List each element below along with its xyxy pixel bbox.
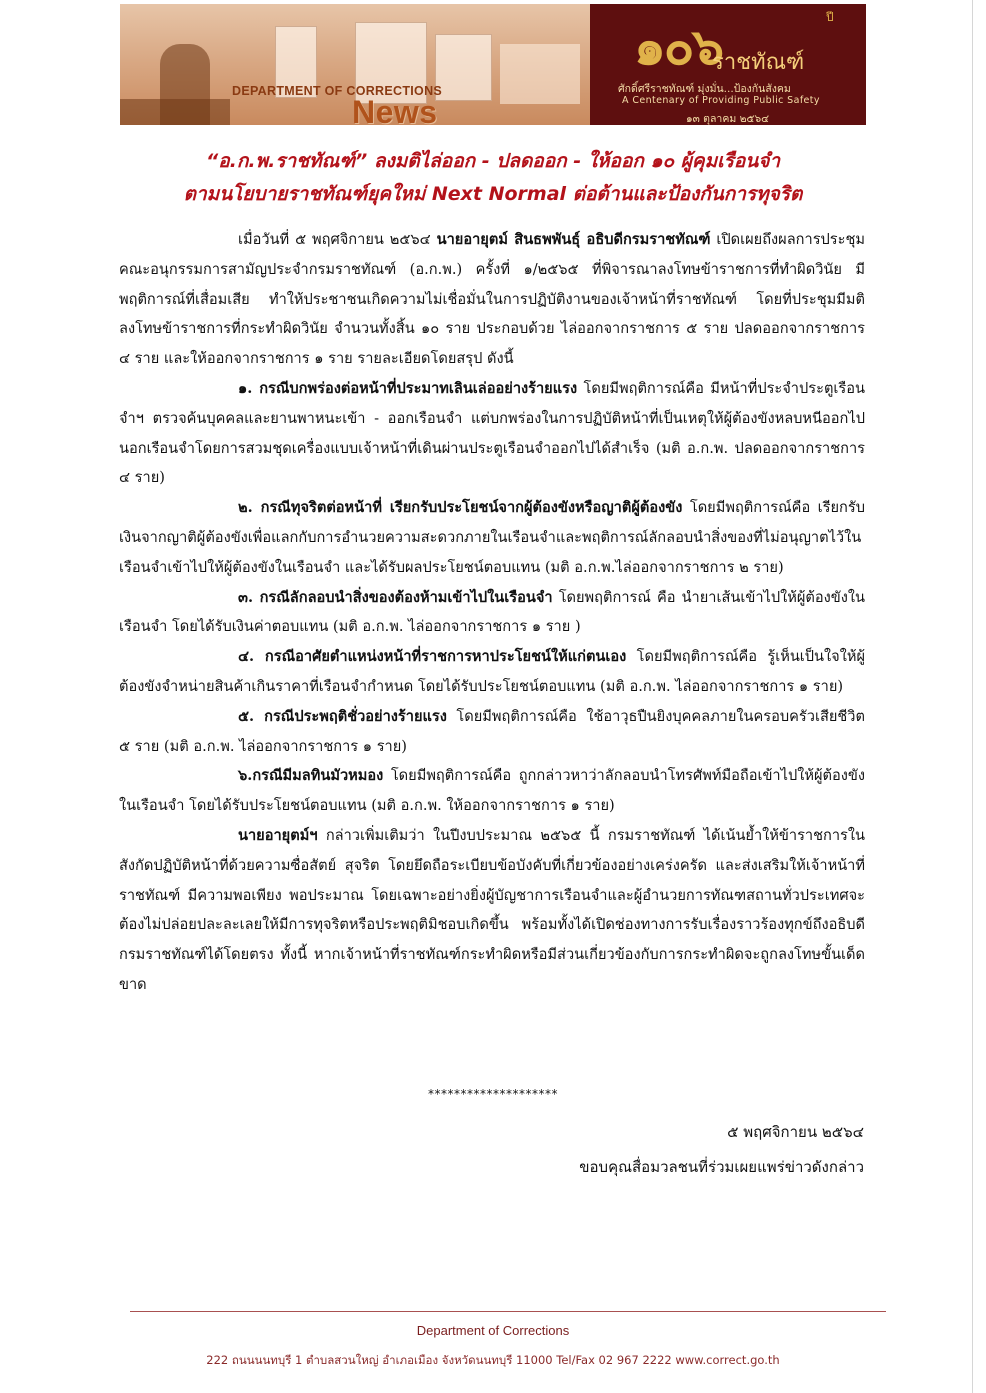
case-1-text: โดยมีพฤติการณ์คือ มีหน้าที่ประจำประตูเรือนจำฯ ตรวจค้นบุคคลและยานพาหนะเข้า - ออกเรือนจำ แต่บกพร่องในการปฏิบัติหน้าที่เป็นเหตุให้ผู้ต้องขังหลบหนีออกไปนอกเรือนจำโดยการสวมชุดเครื่องแบบเจ้าหน้าที่เดินผ่านประตูเรือนจำออกไปได้สำเร็จ (มติ อ.ก.พ. ปลดออกจากราชการ ๔ ราย) [119, 379, 865, 487]
separator-stars: ******************** [428, 1087, 558, 1101]
article-body [119, 225, 865, 1000]
dept-label: DEPARTMENT OF CORRECTIONS [232, 84, 443, 98]
case-1-paragraph [119, 374, 865, 493]
news-label: News [352, 94, 438, 125]
headline-line-1: “อ.ก.พ.ราชทัณฑ์” ลงมติไล่ออก - ปลดออก - ให้ออก ๑๐ ผู้คุมเรือนจำ [205, 150, 781, 172]
case-3-heading: ๓. กรณีลักลอบนำสิ่งของต้องห้ามเข้าไปในเรือนจำ [238, 588, 553, 606]
building-shape [435, 34, 492, 101]
case-2-paragraph [119, 493, 865, 582]
anniversary-banner [590, 4, 866, 125]
case-5-paragraph [119, 702, 865, 762]
intro-paragraph [119, 225, 865, 374]
guard-post [120, 99, 230, 125]
anniversary-english: A Centenary of Providing Public Safety [622, 95, 820, 106]
building-shape [500, 44, 580, 104]
anniversary-date: ๑๓ ตุลาคม ๒๕๖๔ [686, 113, 770, 125]
closing-text: กล่าวเพิ่มเติมว่า ในปีงบประมาณ ๒๕๖๕ นี้ กรมราชทัณฑ์ ได้เน้นย้ำให้ข้าราชการในสังกัดปฏิบัติหน้าที่ด้วยความซื่อสัตย์ สุจริต โดยยึดถือระเบียบข้อบังคับที่เกี่ยวข้องอย่างเคร่งครัด และส่งเสริมให้เจ้าหน้าที่ราชทัณฑ์ มีความพอเพียง พอประมาณ โดยเฉพาะอย่างยิ่งผู้บัญชาการเรือนจำและผู้อำนวยการทัณฑสถานทั่วประเทศจะต้องไม่ปล่อยปละละเลยให้มีการทุจริตหรือประพฤติมิชอบเกิดขึ้น พร้อมทั้งได้เปิดช่องทางการรับเรื่องราวร้องทุกข์ถึงอธิบดีกรมราชทัณฑ์ได้โดยตรง ทั้งนี้ หากเจ้าหน้าที่ราชทัณฑ์กระทำผิดหรือมีส่วนเกี่ยวข้องกับการกระทำผิดจะถูกลงโทษขั้นเด็ดขาด [119, 826, 865, 993]
case-2-heading: ๒. กรณีทุจริตต่อหน้าที่ เรียกรับประโยชน์จากผู้ต้องขังหรือญาติผู้ต้องขัง [238, 499, 683, 517]
anniversary-slogan: ศักดิ์ศรีราชทัณฑ์ มุ่งมั่น...ป้องกันสังคม [618, 83, 791, 95]
case-6-heading: ๖.กรณีมีมลทินมัวหมอง [238, 767, 384, 785]
footer-address: 222 ถนนนนทบุรี 1 ตำบลสวนใหญ่ อำเภอเมือง จังหวัดนนทบุรี 11000 Tel/Fax 02 967 2222 www.correct.go.th [206, 1353, 780, 1367]
footer-org: Department of Corrections [416, 1323, 570, 1338]
case-5-text: โดยมีพฤติการณ์คือ ใช้อาวุธปืนยิงบุคคลภายในครอบครัวเสียชีวิต ๕ ราย (มติ อ.ก.พ. ไล่ออกจากราชการ ๑ ราย) [119, 707, 865, 755]
case-1-heading: ๑. กรณีบกพร่องต่อหน้าที่ประมาทเลินเล่ออย่างร้ายแรง [238, 379, 578, 397]
closing-person: นายอายุตม์ฯ [238, 826, 318, 844]
case-5-heading: ๕. กรณีประพฤติชั่วอย่างร้ายแรง [238, 707, 447, 725]
case-4-text: โดยมีพฤติการณ์คือ รู้เห็นเป็นใจให้ผู้ต้องขังจำหน่ายสินค้าเกินราคาที่เรือนจำกำหนด โดยได้รับประโยชน์ตอบแทน (มติ อ.ก.พ. ไล่ออกจากราชการ ๑ ราย) [119, 648, 866, 695]
case-4-heading: ๔. กรณีอาศัยตำแหน่งหน้าที่ราชการหาประโยชน์ให้แก่ตนเอง [238, 648, 627, 666]
case-2-text: โดยมีพฤติการณ์คือ เรียกรับเงินจากญาติผู้ต้องขังเพื่อแลกกับการอำนวยความสะดวกภายในเรือนจำและพฤติการณ์ลักลอบนำสิ่งของที่ไม่อนุญาตไว้ในเรือนจำเข้าไปให้ผู้ต้องขังในเรือนจำ และได้รับผลประโยชน์ตอบแทน (มติ อ.ก.พ.ไล่ออกจากราชการ ๒ ราย) [119, 499, 865, 576]
anniversary-org: ราชทัณฑ์ [712, 50, 805, 75]
headline-line-2: ตามนโยบายราชทัณฑ์ยุคใหม่ Next Normal ต่อต้านและป้องกันการทุจริต [183, 183, 803, 205]
case-6-text: โดยมีพฤติการณ์คือ ถูกกล่าวหาว่าลักลอบนำโทรศัพท์มือถือเข้าไปให้ผู้ต้องขังในเรือนจำ โดยได้รับประโยชน์ตอบแทน (มติ อ.ก.พ. ให้ออกจากราชการ ๑ ราย) [119, 767, 865, 815]
case-4-paragraph [119, 642, 865, 702]
intro-text-cont: เปิดเผยถึงผลการประชุมคณะอนุกรรมการสามัญประจำกรมราชทัณฑ์ (อ.ก.พ.) ครั้งที่ ๑/๒๕๖๕ ที่พิจารณาลงโทษข้าราชการที่ทำผิดวินัย มีพฤติการณ์ที่เสื่อมเสีย ทำให้ประชาชนเกิดความไม่เชื่อมั่นในการปฏิบัติงานของเจ้าหน้าที่ราชทัณฑ์ โดยที่ประชุมมีมติลงโทษข้าราชการที่กระทำผิดวินัย จำนวนทั้งสิ้น ๑๐ ราย ประกอบด้วย ไล่ออกจากราชการ ๕ ราย ปลดออกจากราชการ ๔ ราย และให้ออกจากราชการ ๑ ราย รายละเอียดโดยสรุป ดังนี้ [119, 231, 865, 368]
intro-text: เมื่อวันที่ ๕ พฤศจิกายน ๒๕๖๔ [238, 231, 437, 248]
case-3-paragraph [119, 583, 865, 643]
signoff-thanks: ขอบคุณสื่อมวลชนที่ร่วมเผยแพร่ข่าวดังกล่าว [579, 1158, 864, 1176]
case-3-text: โดยพฤติการณ์ คือ นำยาเส้นเข้าไปให้ผู้ต้องขังในเรือนจำ โดยได้รับเงินค่าตอบแทน (มติ อ.ก.พ. ไล่ออกจากราชการ ๑ ราย ) [119, 588, 866, 636]
page-edge [972, 0, 973, 1393]
closing-paragraph [119, 821, 865, 1000]
case-6-paragraph [119, 761, 865, 821]
anniversary-number: ๑๐๖ [634, 17, 722, 76]
footer-divider [130, 1311, 886, 1312]
anniversary-year-mark: ปี [826, 10, 834, 24]
intro-person: นายอายุตม์ สินธพพันธุ์ อธิบดีกรมราชทัณฑ์ [436, 231, 711, 248]
header-photo-banner [120, 4, 590, 125]
signoff-date: ๕ พฤศจิกายน ๒๕๖๔ [727, 1123, 864, 1141]
